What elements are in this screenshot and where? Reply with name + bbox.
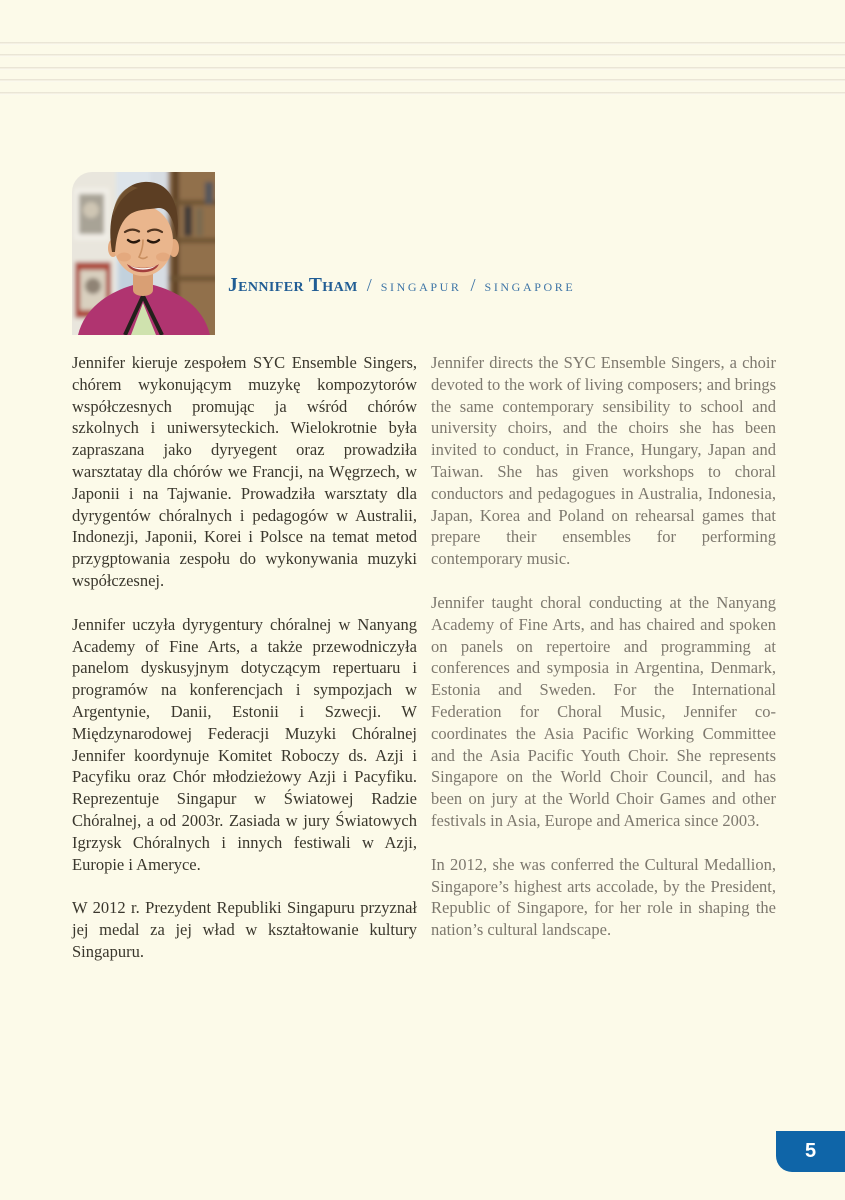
bio-paragraph-pl-3: W 2012 r. Prezydent Republiki Singapuru przyznał jej medal za jej wład w kształtowanie kultury Singapuru. <box>72 898 417 961</box>
page-number: 5 <box>804 1140 817 1162</box>
staff-line <box>0 67 845 70</box>
staff-line <box>0 54 845 57</box>
portrait-photo <box>72 172 215 335</box>
bio-paragraph-en-1: Jennifer directs the SYC Ensemble Singers, a choir devoted to the work of living composers; and brings the same contemporary sensibility to school and university choirs, and the choirs she has been invited to conduct, in France, Hungary, Japan and Taiwan. She has given workshops to choral conductors and pedagogues in Australia, Indonesia, Japan, Korea and Poland on rehearsal games that prepare their ensembles for performing contemporary music. <box>431 353 776 569</box>
country-polish: singapur <box>380 276 462 295</box>
bio-column-english <box>431 352 776 985</box>
page-number-badge <box>776 1131 845 1172</box>
staff-line <box>0 42 845 45</box>
person-name: Jennifer Tham <box>228 275 358 296</box>
separator-slash: / <box>366 275 372 295</box>
bio-paragraph-en-3: In 2012, she was conferred the Cultural Medallion, Singapore’s highest arts accolade, by the President, Republic of Singapore, for her role in shaping the nation’s cultural landscape. <box>431 854 776 940</box>
bio-columns <box>72 352 776 985</box>
staff-line <box>0 92 845 95</box>
bio-paragraph-en-2: Jennifer taught choral conducting at the Nanyang Academy of Fine Arts, and has chaired and spoken on panels on repertoire and programming at conferences and symposia in Argentina, Denmark, Estonia and Sweden. For the International Federation for Choral Music, Jennifer co-coordinates the Asia Pacific Working Committee and the Asia Pacific Youth Choir. She represents Singapore on the World Choir Council, and has been on jury at the World Choir Games and other festivals in Asia, Europe and America since 2003. <box>431 592 776 830</box>
separator-slash: / <box>470 275 476 295</box>
page-title <box>228 274 575 298</box>
bio-column-polish <box>72 352 417 985</box>
portrait-illustration <box>72 172 215 335</box>
bio-paragraph-pl-1: Jennifer kieruje zespołem SYC Ensemble Singers, chórem wykonującym muzykę kompozytorów współczesnych promując ja wśród chórów szkolnych i uniwersyteckich. Wielokrotnie była zapraszana jako dyryegent oraz prowadziła warsztatay dla chórów we Francji, na Węgrzech, w Japonii i na Tajwanie. Prowadziła warsztaty dla dyrygentów chóralnych i pedagogów w Australii, Indonezji, Japonii, Korei i Polsce na temat metod przygptowania zespołu do wykonywania muzyki współczesnej. <box>72 353 417 590</box>
staff-line <box>0 79 845 82</box>
bio-paragraph-pl-2: Jennifer uczyła dyrygentury chóralnej w Nanyang Academy of Fine Arts, a także przewodniczyła panelom dyskusyjnym dotyczącym repertuaru i programów na konferencjach i sympozjach w Argentynie, Danii, Estonii i Szwecji. W Międzynarodowej Federacji Muzyki Chóralnej Jennifer koordynuje Komitet Roboczy ds. Azji i Pacyfiku oraz Chór młodzieżowy Azji i Pacyfiku. Reprezentuje Singapur w Światowej Radzie Chóralnej, a od 2003r. Zasiada w jury Światowych Igrzysk Chóralnych i innych festiwali w Azji, Europie i Ameryce. <box>72 614 417 874</box>
country-english: singapore <box>484 276 576 295</box>
